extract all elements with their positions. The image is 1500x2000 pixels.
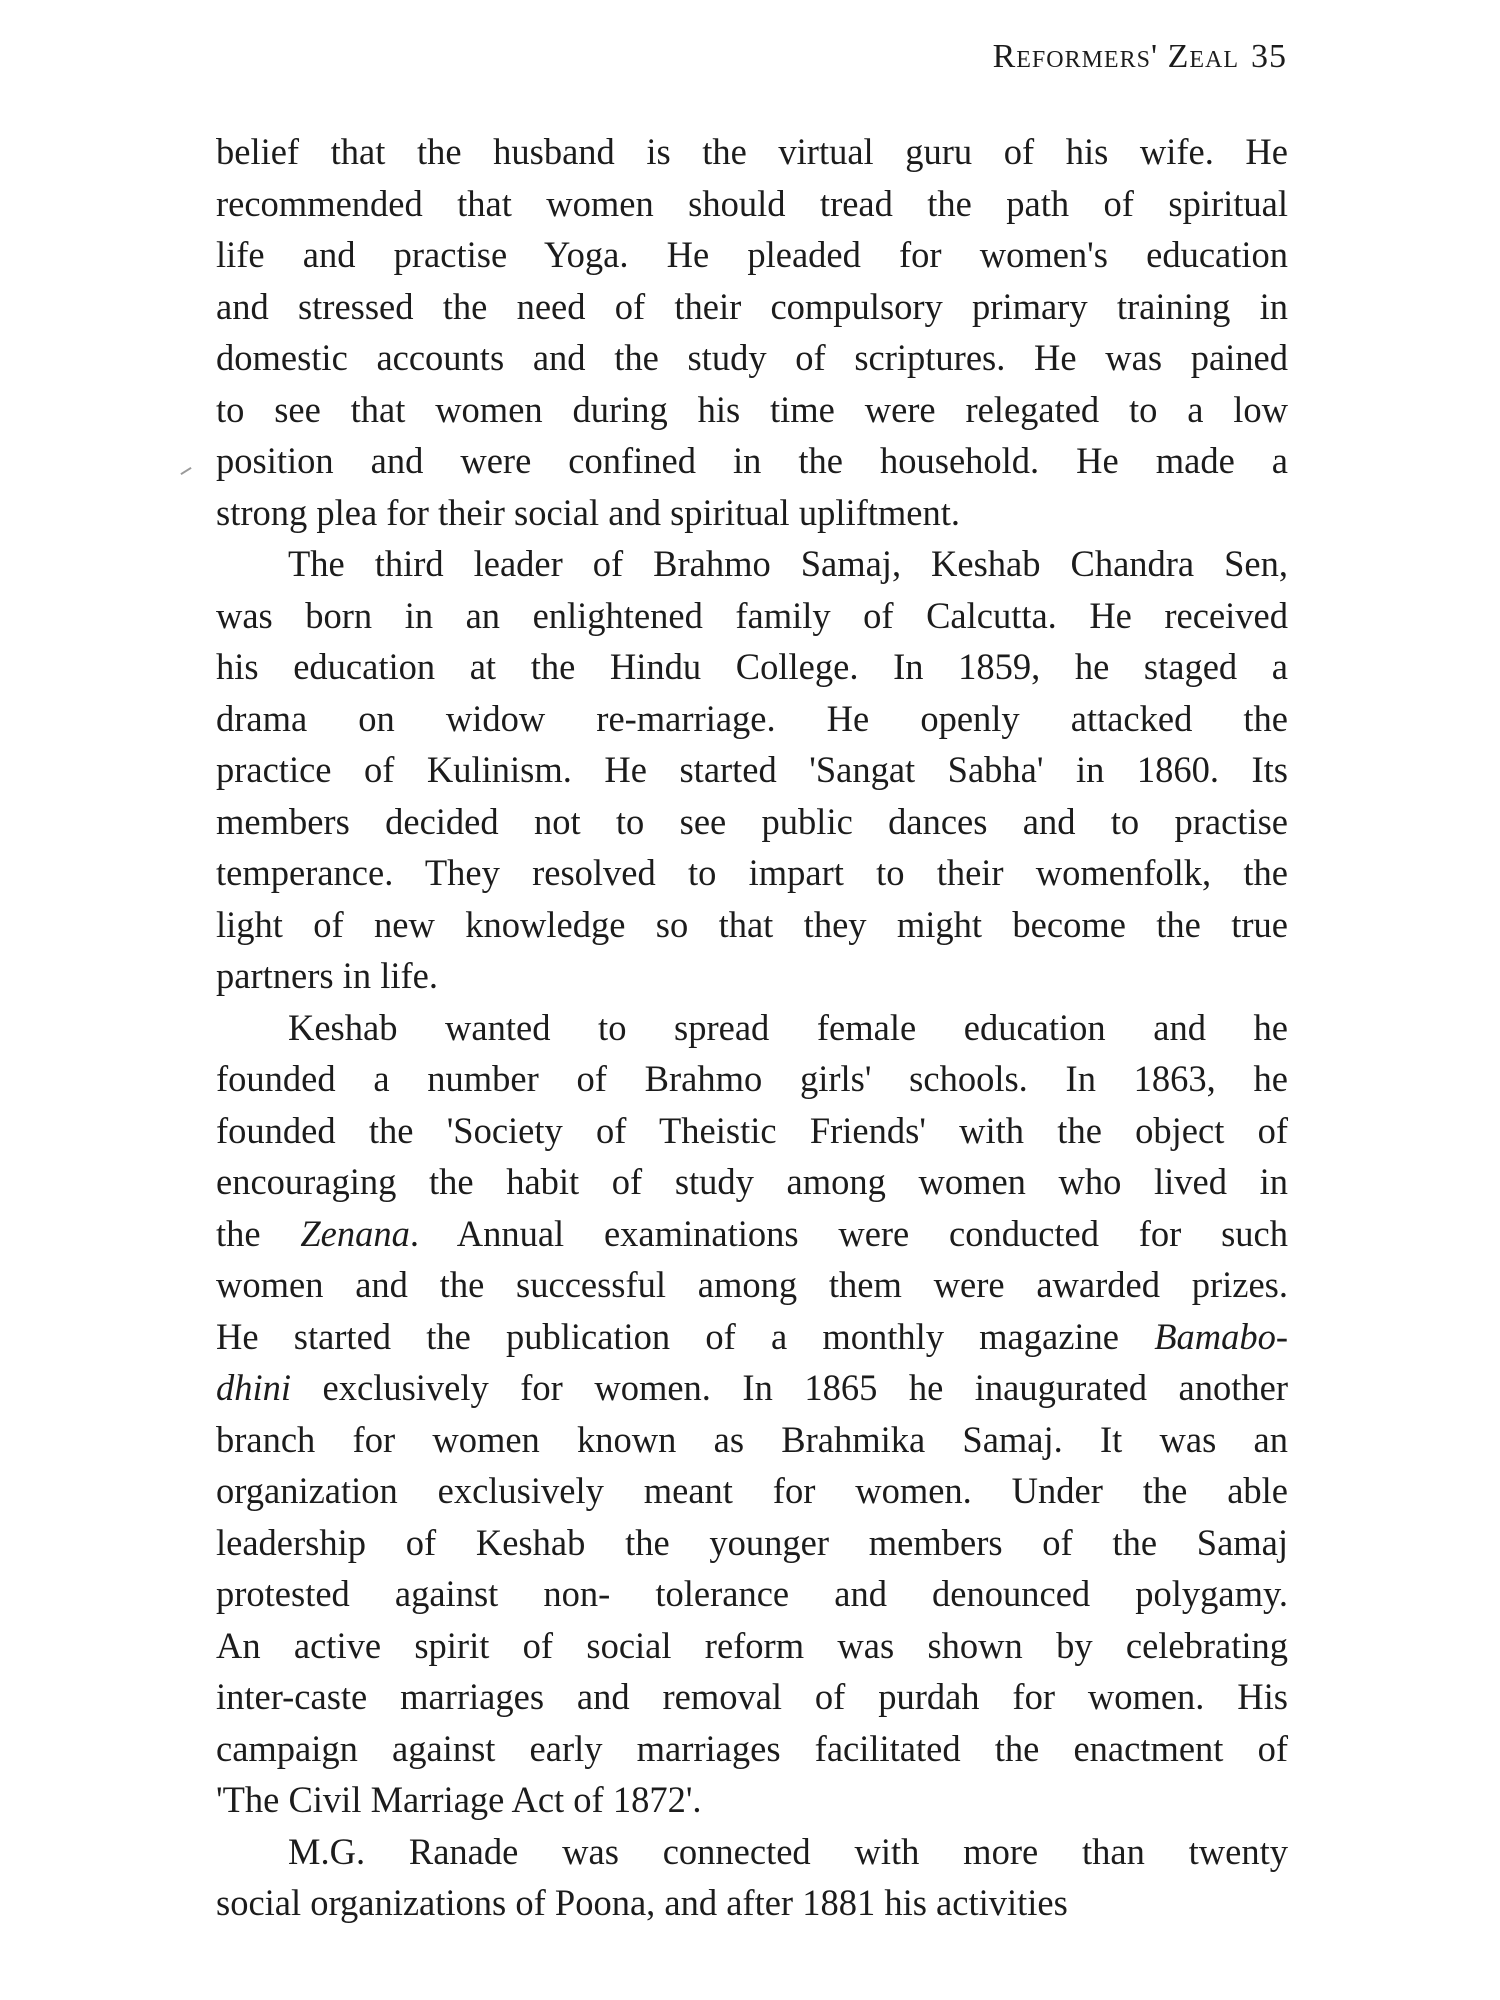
text-line: branch for women known as Brahmika Samaj. It was an [216, 1418, 1288, 1460]
text-line: light of new knowledge so that they might become the true [216, 903, 1288, 945]
text-line: members decided not to see public dances and to practise [216, 800, 1288, 842]
text-line: The third leader of Brahmo Samaj, Keshab Chandra Sen, [288, 543, 1288, 584]
running-title: Reformers' Zeal [992, 38, 1239, 75]
text-segment: . Annual examinations were conducted for such [409, 1212, 1288, 1254]
margin-mark [180, 467, 191, 475]
text-line: partners in life. [216, 955, 438, 996]
text-line: organization exclusively meant for women. Under the able [216, 1470, 1288, 1511]
text-line: founded the 'Society of Theistic Friends' with the object of [216, 1109, 1288, 1151]
text-line: encouraging the habit of study among women who lived in [216, 1161, 1288, 1202]
paragraph [216, 126, 1288, 538]
text-line: position and were confined in the household. He made a [216, 440, 1288, 481]
text-line: inter-caste marriages and removal of purdah for women. His [216, 1676, 1288, 1717]
text-line: Keshab wanted to spread female education and he [288, 1006, 1288, 1048]
italic-term: Zenana [300, 1212, 410, 1254]
text-line: leadership of Keshab the younger members of the Samaj [216, 1521, 1288, 1563]
text-line: practice of Kulinism. He started 'Sangat Sabha' in 1860. Its [216, 749, 1288, 790]
text-line: An active spirit of social reform was shown by celebrating [216, 1624, 1288, 1666]
text-line: founded a number of Brahmo girls' schools. In 1863, he [216, 1058, 1288, 1099]
body-text [216, 126, 1288, 1929]
text-line: 'The Civil Marriage Act of 1872'. [216, 1779, 702, 1820]
text-line: women and the successful among them were awarded prizes. [216, 1264, 1288, 1305]
text-line: was born in an enlightened family of Calcutta. He received [216, 594, 1288, 636]
running-head [993, 38, 1287, 76]
text-line: life and practise Yoga. He pleaded for women's education [216, 234, 1288, 275]
text-line: social organizations of Poona, and after 1881 his activities [216, 1882, 1068, 1923]
paragraph [216, 1002, 1288, 1826]
text-line: to see that women during his time were relegated to a low [216, 388, 1288, 430]
text-line: domestic accounts and the study of scriptures. He was pained [216, 337, 1288, 378]
italic-term: Bamabo- [1154, 1315, 1288, 1357]
text-line: M.G. Ranade was connected with more than twenty [288, 1830, 1288, 1872]
text-line: campaign against early marriages facilitated the enactment of [216, 1727, 1288, 1769]
text-line: protested against non- tolerance and denounced polygamy. [216, 1573, 1288, 1614]
text-line [216, 1362, 1288, 1414]
text-segment: He started the publication of a monthly magazine [216, 1315, 1155, 1357]
text-line: temperance. They resolved to impart to their womenfolk, the [216, 852, 1288, 893]
text-segment: the [216, 1212, 301, 1254]
text-line: and stressed the need of their compulsory primary training in [216, 285, 1288, 327]
text-line: his education at the Hindu College. In 1859, he staged a [216, 646, 1288, 687]
paragraph [216, 1826, 1288, 1929]
text-line [216, 1311, 1288, 1363]
text-line: strong plea for their social and spiritual upliftment. [216, 491, 961, 533]
page-number: 35 [1251, 38, 1287, 75]
text-line [216, 1208, 1288, 1260]
text-line: recommended that women should tread the path of spiritual [216, 182, 1288, 224]
text-line: belief that the husband is the virtual guru of his wife. He [216, 131, 1288, 172]
italic-term: dhini [216, 1367, 292, 1408]
text-line: drama on widow re-marriage. He openly attacked the [216, 697, 1288, 739]
paragraph [216, 538, 1288, 1002]
text-segment: exclusively for women. In 1865 he inaugurated another [291, 1367, 1288, 1408]
